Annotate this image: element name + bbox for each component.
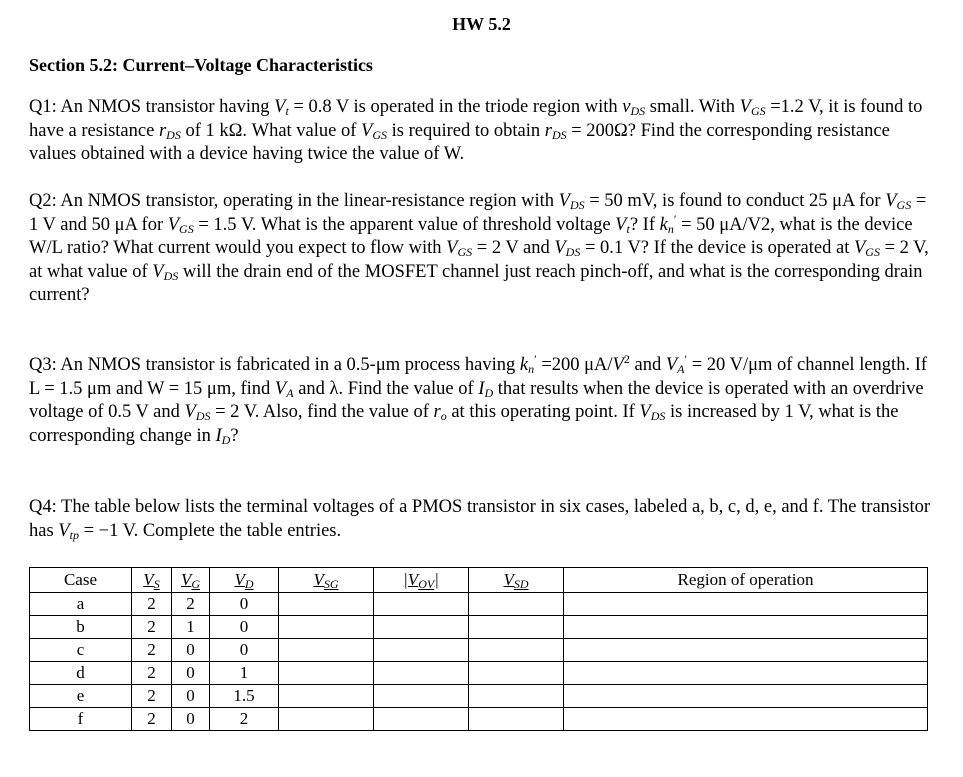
symbol-sub: GS (372, 127, 388, 142)
symbol: I (478, 378, 485, 399)
symbol: V (152, 261, 164, 282)
symbol-sub: D (484, 385, 494, 400)
q1-text: = 200Ω? Find the corresponding resistance values obtained with a device having twice the value of W. (29, 120, 890, 164)
symbol-sub: DS (166, 127, 181, 142)
symbol-sub: A (286, 385, 294, 400)
symbol-sub: DS (650, 409, 666, 423)
cell-vov[interactable] (374, 616, 469, 639)
q2-text: An NMOS transistor, operating in the linear-resistance region with (56, 191, 559, 211)
cell-region[interactable] (564, 593, 928, 616)
cell-vsg[interactable] (279, 593, 374, 616)
header-vg: $V_G$ (172, 568, 210, 593)
q2-text: = 2 V and (472, 238, 555, 258)
cell-case: d (30, 662, 132, 685)
cell-vsd[interactable] (469, 639, 564, 662)
symbol: λ (329, 378, 339, 399)
cell-region[interactable] (564, 616, 928, 639)
q3-text: and (293, 378, 330, 399)
symbol: V (58, 520, 70, 541)
section-heading: Section 5.2: Current–Voltage Characteristics (29, 55, 373, 75)
cell-vsg[interactable] (279, 662, 374, 685)
symbol-sub: DS (195, 409, 211, 423)
table-header-row (30, 568, 928, 593)
symbol-sub: o (440, 409, 447, 423)
cell-vov[interactable] (374, 662, 469, 685)
cell-vg: 1 (172, 616, 210, 639)
cell-vs: 2 (132, 616, 172, 639)
cell-vd: 2 (210, 708, 279, 731)
symbol: V (558, 191, 570, 211)
symbol-sub: GS (457, 245, 473, 259)
cell-vov[interactable] (374, 708, 469, 731)
q1-text: An NMOS transistor having (56, 97, 275, 117)
question-1 (29, 96, 935, 167)
question-2 (29, 190, 935, 308)
q3-text: . Find the value of (338, 378, 479, 399)
symbol: V (615, 214, 627, 235)
question-label: Q4: (29, 497, 57, 517)
symbol: V (665, 355, 678, 375)
cell-region[interactable] (564, 639, 928, 662)
header-vsd: $V_{SD}$ (469, 568, 564, 593)
cell-vd: 0 (210, 639, 279, 662)
symbol-sup: ′ (673, 211, 677, 226)
cell-vsd[interactable] (469, 662, 564, 685)
cell-vd: 1.5 (210, 685, 279, 708)
q2-text: will the drain end of the MOSFET channel just reach pinch-off, and what is the corresponding drain current? (29, 261, 923, 305)
cell-case: b (30, 616, 132, 639)
cell-vsd[interactable] (469, 593, 564, 616)
q1-text: small. With (645, 97, 740, 117)
table-row (30, 639, 928, 662)
cell-vs: 2 (132, 685, 172, 708)
q4-text: = −1 V. Complete the table entries. (78, 520, 342, 541)
symbol: k (659, 214, 668, 235)
cell-case: c (30, 639, 132, 662)
page-title: HW 5.2 (452, 14, 511, 34)
header-region: Region of operation (564, 568, 928, 593)
symbol-sub: GS (179, 221, 194, 236)
symbol-sub: DS (569, 198, 585, 212)
table-row (30, 708, 928, 731)
symbol: r (433, 402, 441, 422)
cell-vov[interactable] (374, 685, 469, 708)
cell-vsd[interactable] (469, 685, 564, 708)
q3-text: ? (230, 425, 239, 446)
header-vov: $|V_{OV}|$ (374, 568, 469, 593)
symbol-sub: GS (750, 104, 766, 118)
cell-vsg[interactable] (279, 685, 374, 708)
symbol: V (853, 238, 866, 258)
symbol-sub: DS (630, 104, 646, 118)
symbol: v (622, 97, 631, 117)
cell-vsg[interactable] (279, 708, 374, 731)
symbol-sub: GS (865, 245, 880, 259)
question-4 (29, 496, 935, 543)
table-row (30, 662, 928, 685)
q3-text: = 20 V/μm of channel length. If L = 1.5 μm and W = 15 μm, find (29, 355, 928, 399)
cell-vg: 0 (172, 708, 210, 731)
cell-vs: 2 (132, 639, 172, 662)
cell-vs: 2 (132, 593, 172, 616)
header-vd: $V_D$ (210, 568, 279, 593)
question-label: Q3: (29, 355, 57, 375)
question-label: Q2: (29, 191, 57, 211)
cell-vd: 0 (210, 616, 279, 639)
cell-vg: 2 (172, 593, 210, 616)
q3-text: An NMOS transistor is fabricated in a 0.5-μm process having (56, 355, 520, 375)
q3-text: is increased by 1 V, what is the corresponding change in (29, 402, 899, 446)
cell-vsg[interactable] (279, 639, 374, 662)
q2-text: = 50 μA/V2, what is the device W/L ratio? What current would you expect to flow with (29, 214, 913, 258)
symbol: V (274, 97, 286, 117)
question-3 (29, 354, 935, 448)
q2-text: = 1 V and 50 μA for (29, 191, 927, 235)
cell-region[interactable] (564, 662, 928, 685)
symbol-sub: D (221, 432, 231, 447)
cell-vd: 1 (210, 662, 279, 685)
symbol: V (167, 214, 180, 235)
symbol-sup: 2 (623, 352, 630, 366)
q2-text: = 1.5 V. What is the apparent value of threshold voltage (193, 214, 616, 235)
question-label: Q1: (29, 97, 57, 117)
cell-vd: 0 (210, 593, 279, 616)
cell-vg: 0 (172, 639, 210, 662)
q3-text: =200 μA/ (536, 355, 613, 375)
symbol: V (446, 238, 458, 258)
table-row (30, 593, 928, 616)
q1-text: is required to obtain (387, 120, 545, 141)
symbol-sub: t (626, 221, 630, 236)
symbol: r (544, 120, 552, 141)
q4-text: The table below lists the terminal voltages of a PMOS transistor in six cases, labeled a, b, c, d, e, and f. The transistor has (29, 497, 930, 541)
cell-vs: 2 (132, 662, 172, 685)
symbol: V (885, 191, 897, 211)
header-case: Case (30, 568, 132, 593)
cell-case: f (30, 708, 132, 731)
symbol: V (739, 97, 751, 117)
symbol-sub: n (667, 221, 674, 236)
cell-case: a (30, 593, 132, 616)
symbol: I (215, 425, 222, 446)
symbol: V (639, 402, 651, 422)
symbol-sub: DS (565, 245, 581, 259)
symbol-sub: t (285, 104, 289, 118)
symbol: V (554, 238, 566, 258)
operation-table (29, 567, 928, 731)
cell-vsg[interactable] (279, 616, 374, 639)
symbol-sup: ′ (534, 352, 537, 366)
symbol: V (184, 402, 196, 422)
header-vsg: $V_{SG}$ (279, 568, 374, 593)
symbol-sub: DS (551, 127, 567, 142)
symbol-sub: tp (69, 527, 79, 542)
q3-text: that results when the device is operated with an overdrive voltage of 0.5 V and (29, 378, 924, 422)
q3-text: and (629, 355, 666, 375)
cell-vg: 0 (172, 662, 210, 685)
symbol: V (612, 355, 624, 375)
cell-region[interactable] (564, 685, 928, 708)
symbol-sup: ′ (684, 352, 688, 366)
q1-text: = 0.8 V is operated in the triode region with (288, 97, 623, 117)
table-row (30, 685, 928, 708)
cell-vsd[interactable] (469, 616, 564, 639)
cell-vs: 2 (132, 708, 172, 731)
q2-text: = 0.1 V? If the device is operated at (580, 238, 854, 258)
symbol-sub: DS (163, 268, 179, 283)
symbol: V (274, 378, 287, 399)
symbol: V (361, 120, 373, 141)
symbol: r (158, 120, 167, 141)
symbol: k (519, 355, 529, 375)
q1-text: of 1 kΩ. What value of (180, 120, 362, 141)
q1-text: =1.2 V, it is found to have a resistance (29, 97, 923, 141)
cell-vsd[interactable] (469, 708, 564, 731)
q3-text: at this operating point. If (446, 402, 640, 422)
cell-region[interactable] (564, 708, 928, 731)
table-row (30, 616, 928, 639)
q2-text: ? If (629, 214, 660, 235)
q2-text: = 50 mV, is found to conduct 25 μA for (584, 191, 886, 211)
cell-vg: 0 (172, 685, 210, 708)
symbol-sub: n (528, 362, 535, 376)
cell-case: e (30, 685, 132, 708)
symbol-sub: A (677, 362, 685, 376)
cell-vov[interactable] (374, 639, 469, 662)
q2-text: = 2 V, at what value of (29, 238, 929, 282)
cell-vov[interactable] (374, 593, 469, 616)
symbol-sub: GS (896, 198, 912, 212)
header-vs: $V_S$ (132, 568, 172, 593)
q3-text: = 2 V. Also, find the value of (210, 402, 434, 422)
